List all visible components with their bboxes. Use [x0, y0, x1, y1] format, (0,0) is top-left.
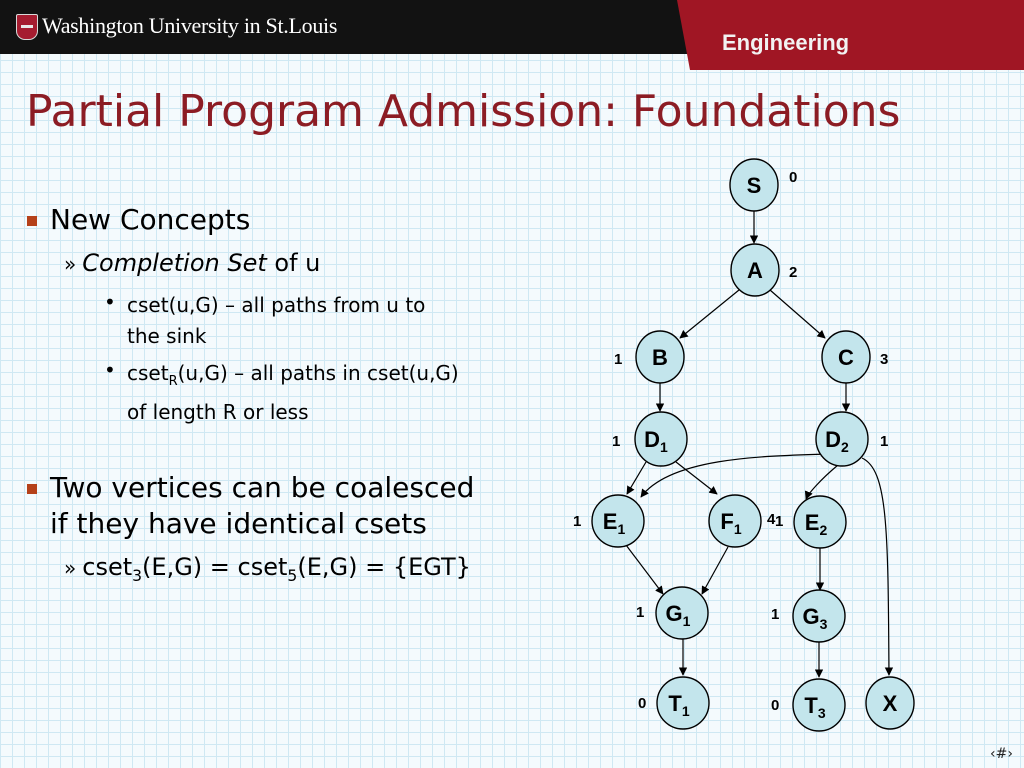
csetr-pre: cset [127, 361, 169, 385]
edge-e1-g1 [626, 545, 663, 594]
cset-eq-b-sub: 5 [287, 566, 298, 585]
node-s-label: S [746, 173, 762, 198]
edge-d2-x [862, 458, 889, 675]
node-g3-weight: 1 [771, 606, 780, 623]
node-g1-weight: 1 [636, 604, 645, 621]
node-b-label: B [652, 345, 668, 370]
node-d2 [816, 412, 888, 466]
node-e2-label: $E_2$ [804, 510, 828, 538]
item-cset-line1: cset(u,G) – all paths from u to [127, 293, 426, 317]
node-t3-label: $T_3$ [804, 693, 826, 721]
node-g3 [771, 590, 845, 642]
node-g1 [636, 587, 708, 639]
university-name: Washington University in St.Louis [42, 13, 338, 38]
edge-d2-e2 [806, 465, 838, 499]
node-e1-weight: 1 [573, 513, 582, 530]
node-g3-label: $G_3$ [802, 604, 828, 632]
node-t1-weight: 0 [638, 695, 647, 712]
edge-d1-e1 [627, 462, 646, 494]
node-x-label: X [882, 691, 898, 716]
node-x [866, 677, 914, 729]
node-t1-label: $T_1$ [668, 691, 690, 719]
node-e2 [775, 496, 846, 548]
node-d2-weight: 1 [880, 433, 889, 450]
node-g1-label: $G_1$ [665, 601, 691, 629]
node-e1 [573, 495, 644, 547]
bullet-coalesce-line1: Two vertices can be coalesced [50, 471, 475, 504]
node-t1 [638, 677, 709, 729]
item-csetr-marker: • [104, 358, 116, 382]
slide-title: Partial Program Admission: Foundations [26, 86, 901, 137]
node-f1 [709, 495, 776, 547]
cset-eq-b: (E,G) = cset [142, 553, 288, 581]
node-c [822, 331, 888, 383]
cset-eq-a-sub: 3 [132, 566, 143, 585]
sub-bullet-marker: » [64, 252, 77, 276]
node-d1-label: $D_1$ [644, 427, 668, 455]
department-name: Engineering [722, 30, 850, 55]
node-e2-weight: 1 [775, 513, 784, 530]
csetr-sub: R [168, 374, 178, 389]
node-c-label: C [838, 345, 854, 370]
node-e1-label: $E_1$ [602, 509, 626, 537]
node-c-weight: 3 [880, 351, 889, 368]
node-d1-weight: 1 [612, 433, 621, 450]
bullet-coalesce-line2: if they have identical csets [50, 507, 427, 540]
node-d1 [612, 412, 687, 466]
item-cset-line2: the sink [127, 324, 207, 348]
bullet-new-concepts: New Concepts [50, 203, 251, 236]
node-b [614, 331, 684, 383]
node-f1-weight: 4 [767, 511, 776, 528]
node-b-weight: 1 [614, 351, 623, 368]
node-t3 [771, 679, 845, 731]
edge-a-b [680, 290, 739, 338]
node-d2-label: $D_2$ [825, 427, 849, 455]
cset-eq-a: cset [82, 553, 133, 581]
completion-set-rest: of u [266, 249, 321, 277]
node-s-weight: 0 [789, 169, 798, 186]
edge-a-c [770, 290, 825, 338]
slide-number: ‹#› [990, 746, 1013, 762]
cset-eq-c: (E,G) = {EGT} [297, 553, 471, 581]
node-a-weight: 2 [789, 264, 798, 281]
csetr-post: (u,G) – all paths in cset(u,G) [177, 361, 459, 385]
node-a-label: A [747, 258, 763, 283]
node-a [731, 244, 797, 296]
completion-set-term: Completion Set [82, 249, 267, 277]
item-csetr-line2: of length R or less [127, 400, 309, 424]
node-t3-weight: 0 [771, 697, 780, 714]
edge-f1-g1 [702, 547, 728, 594]
sub-bullet-marker: » [64, 556, 77, 580]
node-s [730, 159, 797, 211]
item-cset-marker: • [104, 290, 116, 314]
node-f1-label: $F_1$ [720, 509, 742, 537]
